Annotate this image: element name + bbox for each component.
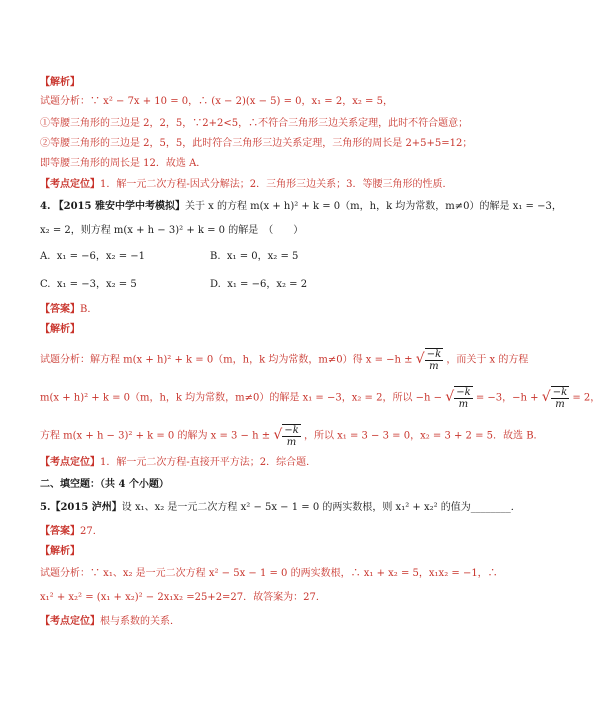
solution-text: ，而关于 x 的方程: [446, 354, 529, 366]
section-title: 二、填空题：（共 4 个小题）: [40, 479, 169, 490]
question-number: 4.: [40, 201, 51, 212]
answer-label: 【答案】: [40, 304, 80, 315]
fraction-numerator: √ −k: [552, 387, 568, 398]
fraction-numerator: √ −k: [456, 387, 471, 398]
solution-text: = 2，: [572, 392, 600, 404]
kaodian-row-5: [40, 615, 180, 629]
solution-text: 方程 m(x + h − 3)² + k = 0 的解为 x = 3 − h ±: [40, 430, 271, 442]
solution-text: ，所以 x₁ = 3 − 3 = 0，x₂ = 3 + 2 = 5．故选 B．: [303, 430, 544, 442]
question-4-stem-b: x₂ = 2，则方程 m(x + h − 3)² + k = 0 的解是 （ ）: [40, 225, 304, 236]
fraction-denominator: m: [458, 399, 469, 410]
solution-line-3: [40, 424, 544, 448]
case-one: ①等腰三角形的三边是 2，2，5，∵2+2<5，∴不符合三角形三边关系定理，此时不符合题意；: [40, 118, 469, 129]
fraction: [551, 386, 569, 410]
conclusion: 即等腰三角形的周长是 12．故选 A．: [40, 158, 207, 169]
solution-line-5a: 试题分析：∵ x₁、x₂ 是一元二次方程 x² − 5x − 1 = 0 的两实数根，∴ x₁ + x₂ = 5，x₁x₂ = −1，∴: [40, 568, 498, 579]
option-label: D.: [210, 279, 221, 290]
fraction-denominator: m: [286, 437, 297, 448]
fraction-numerator: √ −k: [284, 425, 299, 436]
answer-row-5: [40, 525, 103, 539]
kaodian-label: 【考点定位】: [40, 179, 100, 190]
question-source: 【2015 雅安中学中考模拟】: [53, 201, 185, 212]
question-4-stem: [40, 200, 562, 214]
kaodian-text: 1．解一元二次方程-直接开平方法；2．综合题．: [100, 457, 317, 468]
option-a: [40, 250, 145, 264]
kaodian-text: 根与系数的关系．: [100, 616, 180, 627]
option-text: x₁ = −6，x₂ = 2: [227, 279, 308, 290]
answer-value: 27．: [80, 526, 103, 537]
option-text: x₁ = 0，x₂ = 5: [226, 251, 299, 262]
answer-label: 【答案】: [40, 526, 80, 537]
option-label: B.: [210, 251, 221, 262]
solution-line-2: [40, 386, 600, 410]
analysis-line: 试题分析：∵ x² − 7x + 10 = 0，∴ (x − 2)(x − 5) = 0，x₁ = 2，x₂ = 5，: [40, 96, 393, 107]
question-number: 5.: [40, 502, 51, 513]
kaodian-text: 1．解一元二次方程-因式分解法；2．三角形三边关系；3．等腰三角形的性质．: [100, 179, 453, 190]
fraction-denominator: m: [429, 361, 439, 372]
solution-line-5b: x₁² + x₂² = (x₁ + x₂)² − 2x₁x₂ =25+2=27．故答案为：27．: [40, 592, 326, 603]
option-c: [40, 278, 137, 292]
kaodian-label: 【考点定位】: [40, 616, 100, 627]
fraction-denominator: m: [555, 399, 565, 410]
solution-text: 试题分析：解方程 m(x + h)² + k = 0（m，h，k 均为常数，m≠0）得 x = −h ±: [40, 354, 413, 366]
answer-value: B．: [80, 304, 98, 315]
option-label: A.: [40, 251, 51, 262]
option-text: x₁ = −3，x₂ = 5: [56, 279, 137, 290]
question-5-stem: [40, 501, 521, 515]
analysis-label-5: 【解析】: [40, 546, 80, 557]
solution-text: m(x + h)² + k = 0（m，h，k 均为常数，m≠0）的解是 x₁ = −3，x₂ = 2，所以 −h −: [40, 392, 442, 404]
option-label: C.: [40, 279, 51, 290]
sqrt-expression: [273, 424, 300, 448]
analysis-label: 【解析】: [40, 77, 80, 88]
fraction-numerator: √ −k: [426, 349, 442, 360]
analysis-label-4: 【解析】: [40, 324, 80, 335]
option-d: [210, 278, 307, 292]
question-stem: 设 x₁、x₂ 是一元二次方程 x² − 5x − 1 = 0 的两实数根，则 x₁² + x₂² 的值为________．: [121, 502, 521, 513]
sqrt-expression: [542, 386, 569, 410]
answer-row-4: [40, 303, 97, 317]
option-text: x₁ = −6，x₂ = −1: [56, 251, 146, 262]
kaodian-row-4: [40, 456, 316, 470]
sqrt-expression: [445, 386, 472, 410]
question-source: 【2015 泸州】: [50, 502, 122, 513]
fraction: [425, 348, 443, 372]
option-b: [210, 250, 298, 264]
sqrt-expression: [416, 348, 443, 372]
kaodian-row-1: [40, 178, 452, 192]
kaodian-label: 【考点定位】: [40, 457, 100, 468]
fraction: [454, 386, 472, 410]
case-two: ②等腰三角形的三边是 2，5，5，此时符合三角形三边关系定理，三角形的周长是 2+5+5=12；: [40, 138, 473, 149]
fraction: [282, 424, 300, 448]
solution-line-1: [40, 348, 528, 372]
solution-text: = −3，−h +: [475, 392, 539, 404]
question-stem-a: 关于 x 的方程 m(x + h)² + k = 0（m，h，k 均为常数，m≠0）的解是 x₁ = −3，: [184, 201, 562, 212]
